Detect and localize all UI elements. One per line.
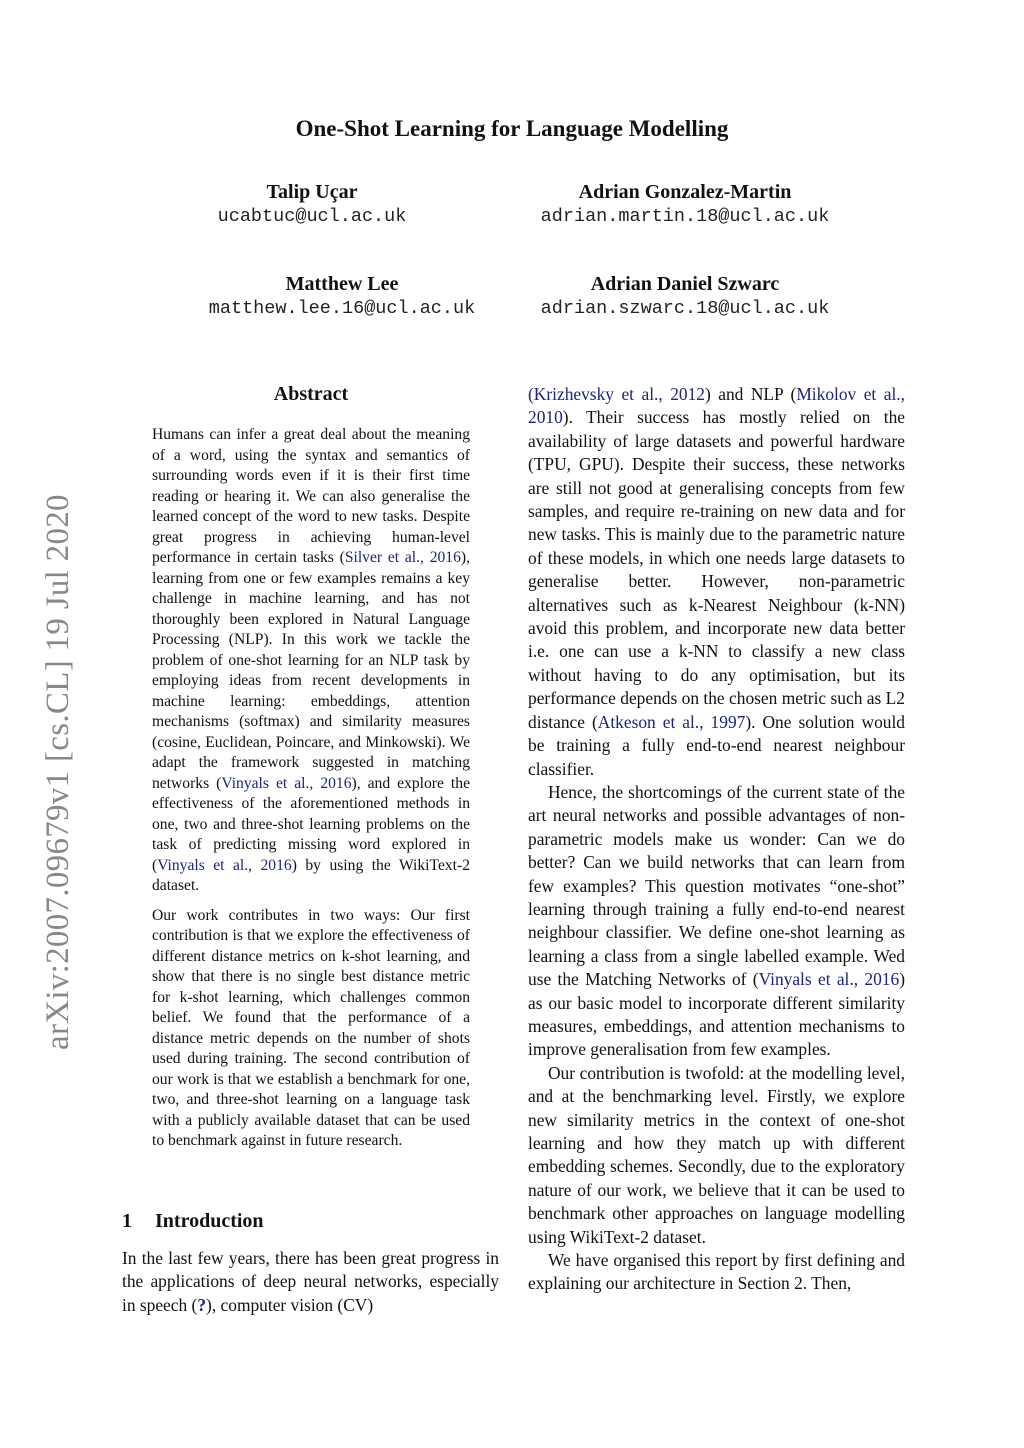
citation-link[interactable]: ? — [197, 1294, 207, 1315]
abstract-body — [152, 425, 470, 1161]
abstract-paragraph: Our work contributes in two ways: Our first contribution is that we explore the effectiveness of different distance metrics on k-shot learning, and show that there is no single best distance metric for k-shot learning, which challenges common belief. We found that the performance of a distance metric depends on the number of shots used during training. The second contribution of our work is that we establish a benchmark for one, two, and three-shot learning on a language task with a publicly available dataset that can be used to benchmark against in future research. — [152, 906, 470, 1149]
citation-link[interactable]: Vinyals et al., 2016 — [157, 856, 292, 874]
intro-paragraph — [528, 383, 905, 781]
author-name: Adrian Daniel Szwarc — [590, 273, 780, 295]
text-run: Hence, the shortcomings of the current state of the art neural networks and possible advantages of non-parametric models make us wonder: Can we do better? Can we build networks that can learn from few examples? This question motivates “one-shot” learning through training a fully end-to-end nearest neighbour classifier. We define one-shot learning as learning a class from a single labelled example. Wed use the Matching Networks of ( — [528, 781, 905, 990]
abstract-paragraph — [152, 425, 470, 897]
abstract-heading: Abstract — [273, 383, 349, 405]
author-email[interactable]: adrian.martin.18@ucl.ac.uk — [540, 206, 830, 227]
section-title: Introduction — [155, 1210, 264, 1232]
citation-link[interactable]: Mikolov et al., 2010 — [528, 384, 905, 428]
text-run: ), and explore the effectiveness of the aforementioned methods in one, two and three-shot learning problems on the task of predicting missing word explored in ( — [152, 774, 470, 874]
text-run: ) as our basic model to incorporate different similarity measures, embeddings, and attention mechanisms to improve generalisation from few examples. — [528, 969, 905, 1060]
author-name: Adrian Gonzalez-Martin — [578, 181, 792, 203]
text-run: ( — [528, 384, 534, 404]
section-number: 1 — [122, 1210, 132, 1232]
section-heading — [122, 1210, 264, 1233]
author-name: Matthew Lee — [285, 273, 399, 295]
intro-left-column — [122, 1247, 499, 1317]
text-run: ), learning from one or few examples remains a key challenge in machine learning, and has not thoroughly been explored in Natural Language Processing (NLP). In this work we tackle the problem of one-shot learning for an NLP task by employing ideas from recent developments in machine learning: embeddings, attention mechanisms (softmax) and similarity measures (cosine, Euclidean, Poincare, and Minkowski). We adapt the framework suggested in matching networks ( — [152, 549, 470, 792]
text-run: Humans can infer a great deal about the meaning of a word, using the syntax and semantics of surrounding words even if it is their first time reading or hearing it. We can also generalise the learned concept of the word to new tasks. Despite great progress in achieving human-level performance in certain tasks ( — [152, 426, 470, 566]
intro-paragraph: We have organised this report by first defining and explaining our architecture in Section 2. Then, — [528, 1250, 905, 1294]
citation-link[interactable]: Silver et al., 2016 — [344, 549, 461, 566]
citation-link[interactable]: Vinyals et al., 2016 — [758, 969, 900, 990]
author-email[interactable]: ucabtuc@ucl.ac.uk — [217, 206, 407, 227]
author-name: Talip Uçar — [266, 181, 358, 203]
text-run: ) by using the WikiText-2 dataset. — [152, 856, 470, 894]
text-run: ). One solution would be training a fully end-to-end nearest neighbour classifier. — [528, 711, 905, 779]
intro-paragraph — [122, 1247, 499, 1317]
intro-paragraph — [528, 781, 905, 1062]
paper-title: One-Shot Learning for Language Modelling — [295, 116, 729, 141]
citation-link[interactable]: Krizhevsky et al., 2012 — [533, 384, 705, 404]
text-run: ), computer vision (CV) — [206, 1294, 374, 1315]
citation-link[interactable]: Atkeson et al., 1997 — [597, 711, 746, 732]
intro-right-column — [528, 383, 905, 1296]
author-email[interactable]: adrian.szwarc.18@ucl.ac.uk — [540, 298, 830, 319]
arxiv-stamp: arXiv:2007.09679v1 [cs.CL] 19 Jul 2020 — [40, 494, 76, 1050]
text-run: ) and NLP ( — [704, 384, 797, 404]
text-run: In the last few years, there has been great progress in the applications of deep neural networks, especially in speech ( — [122, 1248, 499, 1315]
intro-paragraph: Our contribution is twofold: at the modelling level, and at the benchmarking level. Firstly, we explore new similarity metrics in the context of one-shot learning and how they match up with different embedding schemes. Secondly, due to the exploratory nature of our work, we believe that it can be used to benchmark other approaches on language modelling using WikiText-2 dataset. — [528, 1062, 905, 1247]
citation-link[interactable]: Vinyals et al., 2016 — [221, 774, 352, 792]
author-email[interactable]: matthew.lee.16@ucl.ac.uk — [208, 298, 476, 319]
text-run: ). Their success has mostly relied on the availability of large datasets and powerful hardware (TPU, GPU). Despite their success, these networks are still not good at generalising concepts from few samples, and require re-training on new data and for new tasks. This is mainly due to the parametric nature of these models, in which one needs large datasets to generalise better. However, non-parametric alternatives such as k-Nearest Neighbour (k-NN) avoid this problem, and incorporate new data better i.e. one can use a k-NN to classify a new class without having to do any optimisation, but its performance depends on the chosen metric such as L2 distance ( — [528, 407, 905, 732]
